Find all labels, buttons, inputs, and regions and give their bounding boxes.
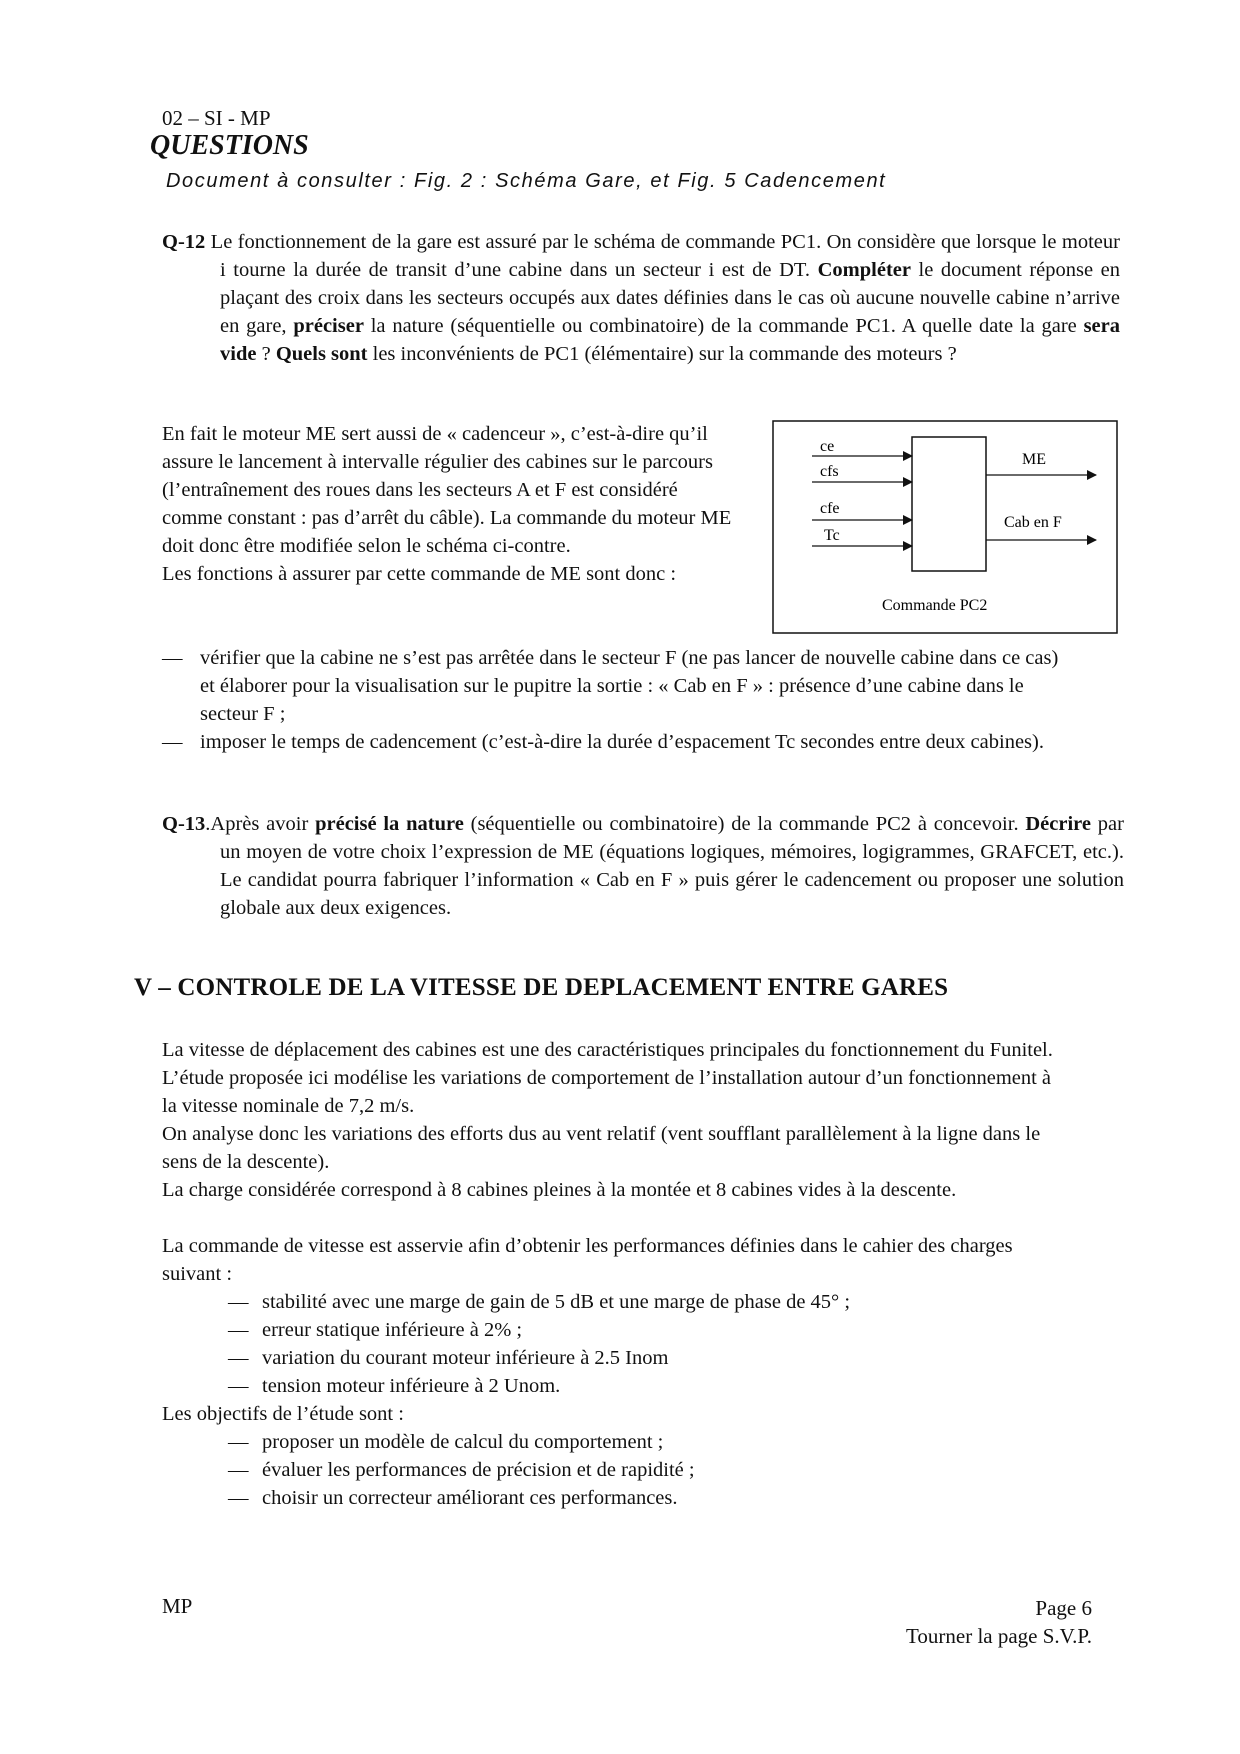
question-12 bbox=[162, 228, 1120, 368]
list-item bbox=[162, 644, 1062, 728]
list-item bbox=[162, 728, 1062, 756]
q12-text-part: Le fonctionnement de la gare est assuré par le schéma de commande PC1. On considère que lorsque le moteur i tourne la durée de transit d’une cabine dans un secteur i est de DT. bbox=[205, 231, 1120, 281]
question-13 bbox=[162, 810, 1124, 922]
section-v-body bbox=[162, 1036, 1062, 1512]
list-item-text: variation du courant moteur inférieure à 2.5 Inom bbox=[262, 1347, 669, 1369]
list-dash: — bbox=[228, 1347, 249, 1369]
list-item bbox=[228, 1344, 1062, 1372]
question-label: Q-12 bbox=[162, 231, 206, 253]
paragraph: Les objectifs de l’étude sont : bbox=[162, 1403, 404, 1425]
q12-emphasis: Quels sont bbox=[275, 343, 368, 365]
spacer bbox=[162, 1204, 1062, 1232]
footer-section-code: MP bbox=[162, 1594, 193, 1618]
list-item-text: erreur statique inférieure à 2% ; bbox=[262, 1319, 523, 1341]
pc2-function-list bbox=[162, 644, 1062, 756]
q12-text-part: ? bbox=[256, 343, 276, 365]
q13-emphasis: précisé la nature bbox=[315, 813, 464, 835]
q12-emphasis: sera vide bbox=[220, 315, 1120, 365]
list-dash: — bbox=[162, 647, 183, 669]
list-dash: — bbox=[228, 1319, 249, 1341]
paragraph: La charge considérée correspond à 8 cabines pleines à la montée et 8 cabines vides à la descente. bbox=[162, 1179, 957, 1201]
question-label: Q-13 bbox=[162, 813, 206, 835]
input-label-cfe: cfe bbox=[820, 500, 840, 517]
list-item bbox=[228, 1484, 1062, 1512]
footer-page-info bbox=[906, 1594, 1092, 1650]
list-item bbox=[228, 1428, 1062, 1456]
q12-text-part: le document réponse en plaçant des croix dans les secteurs occupés aux dates définies dans le cas où aucune nouvelle cabine n’arrive en gare, bbox=[220, 259, 1121, 337]
pc2-functions-intro: Les fonctions à assurer par cette commande de ME sont donc : bbox=[162, 563, 677, 585]
paragraph: La commande de vitesse est asservie afin d’obtenir les performances définies dans le cahier des charges suivant : bbox=[162, 1235, 1013, 1285]
list-dash: — bbox=[228, 1375, 249, 1397]
pc2-block bbox=[912, 437, 986, 571]
input-label-cfs: cfs bbox=[820, 463, 839, 480]
list-dash: — bbox=[162, 731, 183, 753]
list-item-text: choisir un correcteur améliorant ces performances. bbox=[262, 1487, 678, 1509]
page-title: QUESTIONS bbox=[150, 130, 309, 161]
list-item bbox=[228, 1288, 1062, 1316]
list-item-text: proposer un modèle de calcul du comportement ; bbox=[262, 1431, 664, 1453]
specs-list bbox=[162, 1288, 1062, 1400]
paragraph: L’étude proposée ici modélise les variations de comportement de l’installation autour d’un fonctionnement à la vitesse nominale de 7,2 m/s. bbox=[162, 1067, 1052, 1117]
list-item-text: vérifier que la cabine ne s’est pas arrêtée dans le secteur F (ne pas lancer de nouvelle cabine dans ce cas) et élaborer pour la visualisation sur le pupitre la sortie : « Cab en F » : présence d’une cabine dans le secteur F ; bbox=[200, 647, 1059, 725]
paragraph: On analyse donc les variations des efforts dus au vent relatif (vent soufflant parallèlement à la ligne dans le sens de la descente). bbox=[162, 1123, 1041, 1173]
list-item-text: évaluer les performances de précision et de rapidité ; bbox=[262, 1459, 695, 1481]
q13-text-part: .Après avoir bbox=[205, 813, 316, 835]
list-dash: — bbox=[228, 1487, 249, 1509]
exam-code: 02 – SI - MP bbox=[162, 106, 271, 130]
q13-emphasis: Décrire bbox=[1025, 813, 1091, 835]
list-item bbox=[228, 1372, 1062, 1400]
question-13-text bbox=[162, 810, 1124, 922]
list-dash: — bbox=[228, 1431, 249, 1453]
q12-emphasis: préciser bbox=[293, 315, 364, 337]
list-dash: — bbox=[228, 1291, 249, 1313]
page-number: Page 6 bbox=[1035, 1596, 1092, 1620]
pc2-block-diagram bbox=[772, 420, 1118, 634]
input-label-tc: Tc bbox=[824, 527, 840, 544]
list-item bbox=[228, 1316, 1062, 1344]
list-item-text: tension moteur inférieure à 2 Unom. bbox=[262, 1375, 561, 1397]
diagram-caption: Commande PC2 bbox=[882, 597, 988, 614]
pc2-description bbox=[162, 420, 742, 588]
pc2-intro: En fait le moteur ME sert aussi de « cadenceur », c’est-à-dire qu’il assure le lancement à intervalle régulier des cabines sur le parcours (l’entraînement des roues dans les secteurs A et F est considéré comme constant : pas d’arrêt du câble). La commande du moteur ME doit donc être modifiée selon le schéma ci-contre. bbox=[162, 423, 732, 557]
objectives-list bbox=[162, 1428, 1062, 1512]
list-item-text: imposer le temps de cadencement (c’est-à-dire la durée d’espacement Tc secondes entre deux cabines). bbox=[200, 731, 1044, 753]
input-label-ce: ce bbox=[820, 438, 835, 455]
q12-text-part: les inconvénients de PC1 (élémentaire) sur la commande des moteurs ? bbox=[367, 343, 957, 365]
turn-page-note: Tourner la page S.V.P. bbox=[906, 1624, 1092, 1648]
q13-text-part: (séquentielle ou combinatoire) de la commande PC2 à concevoir. bbox=[463, 813, 1026, 835]
commande-pc2-diagram bbox=[772, 420, 1118, 634]
list-dash: — bbox=[228, 1459, 249, 1481]
paragraph: La vitesse de déplacement des cabines est une des caractéristiques principales du fonctionnement du Funitel. bbox=[162, 1039, 1053, 1061]
question-12-text bbox=[162, 228, 1120, 368]
output-label-me: ME bbox=[1022, 451, 1046, 468]
document-reference: Document à consulter : Fig. 2 : Schéma Gare, et Fig. 5 Cadencement bbox=[166, 170, 887, 192]
section-title: V – CONTROLE DE LA VITESSE DE DEPLACEMENT ENTRE GARES bbox=[134, 974, 949, 1001]
q13-text-part: par un moyen de votre choix l’expression de ME (équations logiques, mémoires, logigrammes, GRAFCET, etc.). Le candidat pourra fabriquer l’information « Cab en F » puis gérer le cadencement ou proposer une solution globale aux deux exigences. bbox=[220, 813, 1124, 919]
list-item-text: stabilité avec une marge de gain de 5 dB et une marge de phase de 45° ; bbox=[262, 1291, 851, 1313]
output-label-cab-en-f: Cab en F bbox=[1004, 514, 1062, 531]
list-item bbox=[228, 1456, 1062, 1484]
q12-text-part: la nature (séquentielle ou combinatoire) de la commande PC1. A quelle date la gare bbox=[363, 315, 1084, 337]
q12-emphasis: Compléter bbox=[817, 259, 911, 281]
